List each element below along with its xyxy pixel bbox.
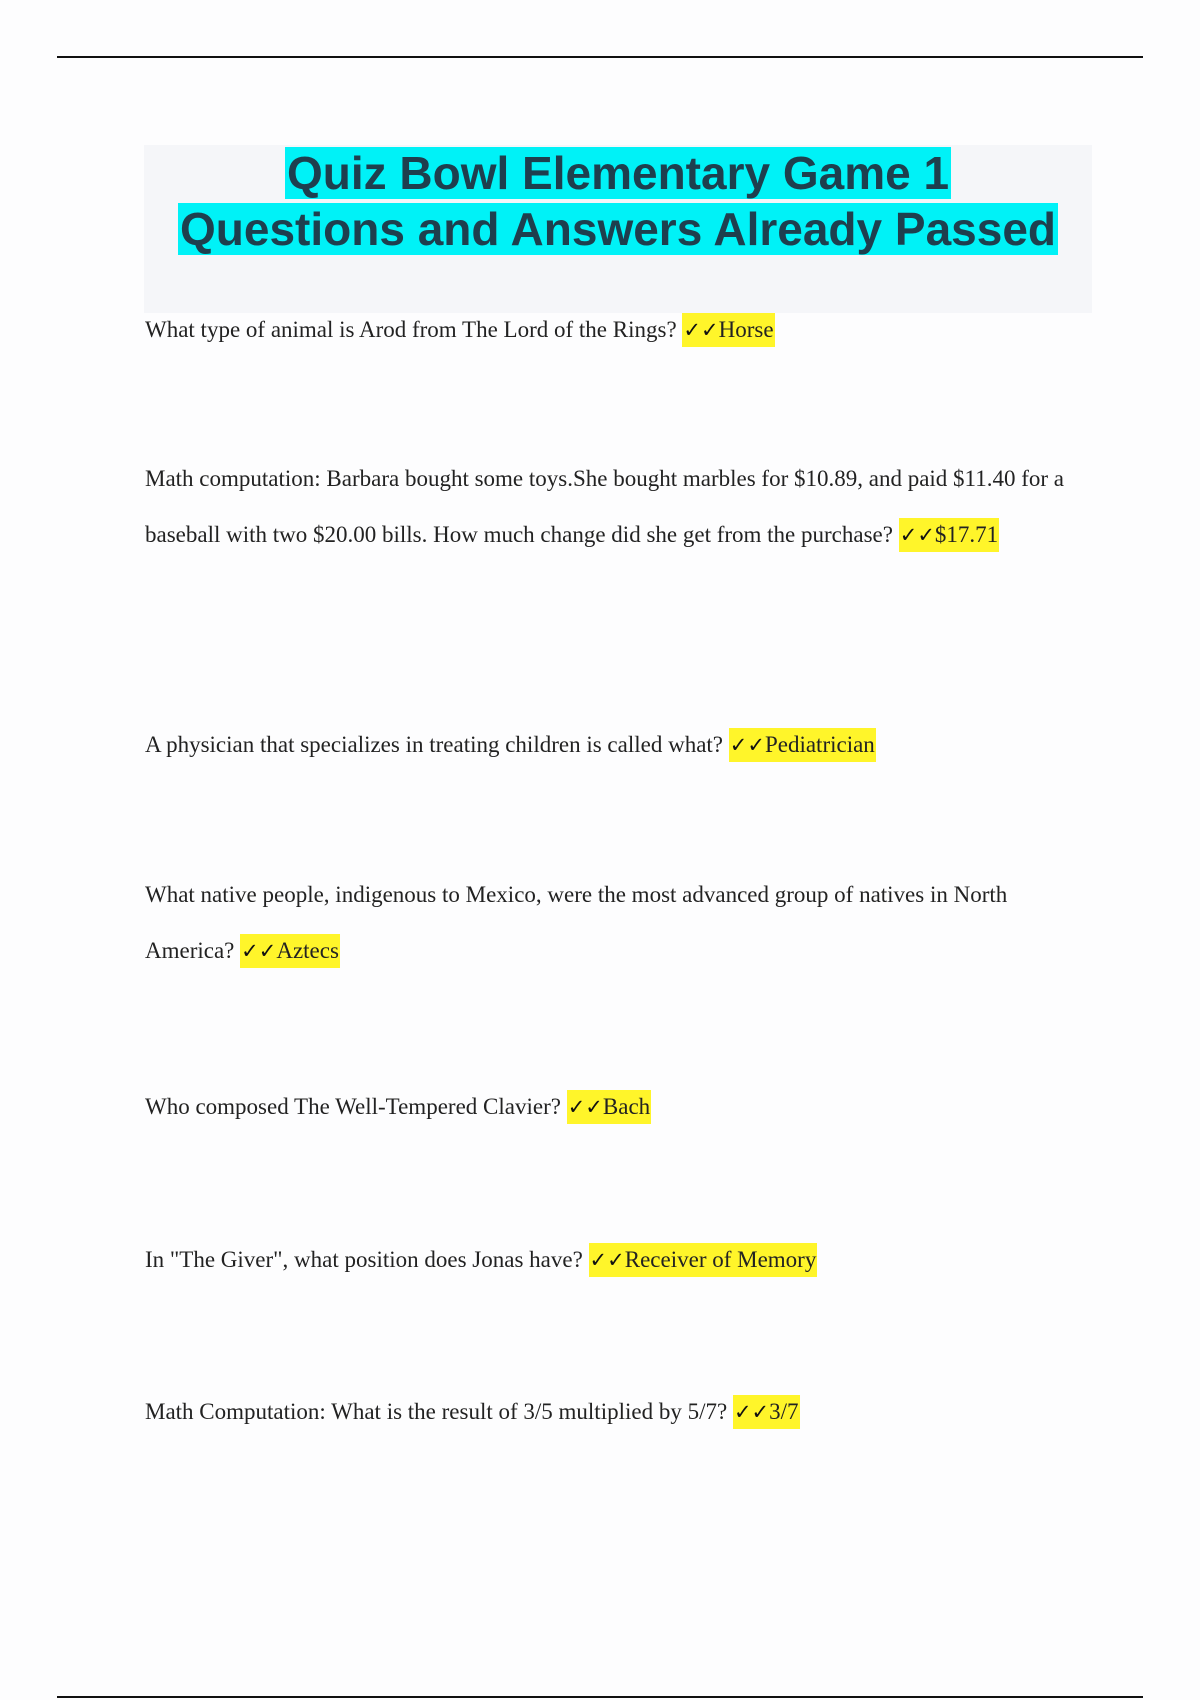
qa-item-2 — [145, 451, 1095, 563]
top-rule — [57, 56, 1143, 58]
bottom-rule — [57, 1696, 1143, 1698]
answer-highlight — [733, 1395, 800, 1429]
answer-highlight — [729, 728, 876, 762]
question-text: What native people, indigenous to Mexico, were the most advanced group of natives in North America? — [145, 882, 1008, 963]
title-line-2 — [144, 201, 1092, 257]
answer-text: 3/7 — [769, 1399, 799, 1424]
double-check-icon: ✓✓ — [589, 1248, 625, 1272]
answer-text: Horse — [718, 317, 774, 342]
qa-item-6 — [145, 1232, 1095, 1288]
answer-text: Bach — [602, 1094, 651, 1119]
question-text: A physician that specializes in treating children is called what? — [145, 732, 723, 757]
double-check-icon: ✓✓ — [899, 523, 935, 547]
title-block — [144, 145, 1092, 313]
answer-highlight — [567, 1090, 651, 1124]
double-check-icon: ✓✓ — [729, 733, 765, 757]
double-check-icon: ✓✓ — [683, 318, 719, 342]
answer-highlight — [899, 518, 999, 552]
answer-highlight — [240, 934, 340, 968]
question-text: Math computation: Barbara bought some toys.She bought marbles for $10.89, and paid $11.40 for a baseball with two $20.00 bills. How much change did she get from the purchase? — [145, 466, 1064, 547]
question-text: Who composed The Well-Tempered Clavier? — [145, 1094, 561, 1119]
double-check-icon: ✓✓ — [567, 1095, 603, 1119]
answer-text: Aztecs — [276, 938, 339, 963]
qa-item-7 — [145, 1384, 1095, 1440]
answer-text: Pediatrician — [764, 732, 875, 757]
question-text: In "The Giver", what position does Jonas have? — [145, 1247, 583, 1272]
title-text-1: Quiz Bowl Elementary Game 1 — [286, 147, 950, 199]
title-text-2: Questions and Answers Already Passed — [179, 203, 1057, 255]
double-check-icon: ✓✓ — [241, 939, 277, 963]
qa-item-5 — [145, 1079, 1095, 1135]
question-text: Math Computation: What is the result of 3/5 multiplied by 5/7? — [145, 1399, 728, 1424]
double-check-icon: ✓✓ — [733, 1400, 770, 1424]
answer-text: Receiver of Memory — [624, 1247, 817, 1272]
qa-item-3 — [145, 717, 1095, 773]
qa-item-1 — [145, 302, 1095, 358]
answer-highlight — [589, 1243, 818, 1277]
answer-text: $17.71 — [934, 522, 999, 547]
answer-highlight — [682, 313, 774, 347]
question-text: What type of animal is Arod from The Lord of the Rings? — [145, 317, 677, 342]
qa-item-4 — [145, 867, 1095, 979]
title-line-1 — [144, 145, 1092, 201]
